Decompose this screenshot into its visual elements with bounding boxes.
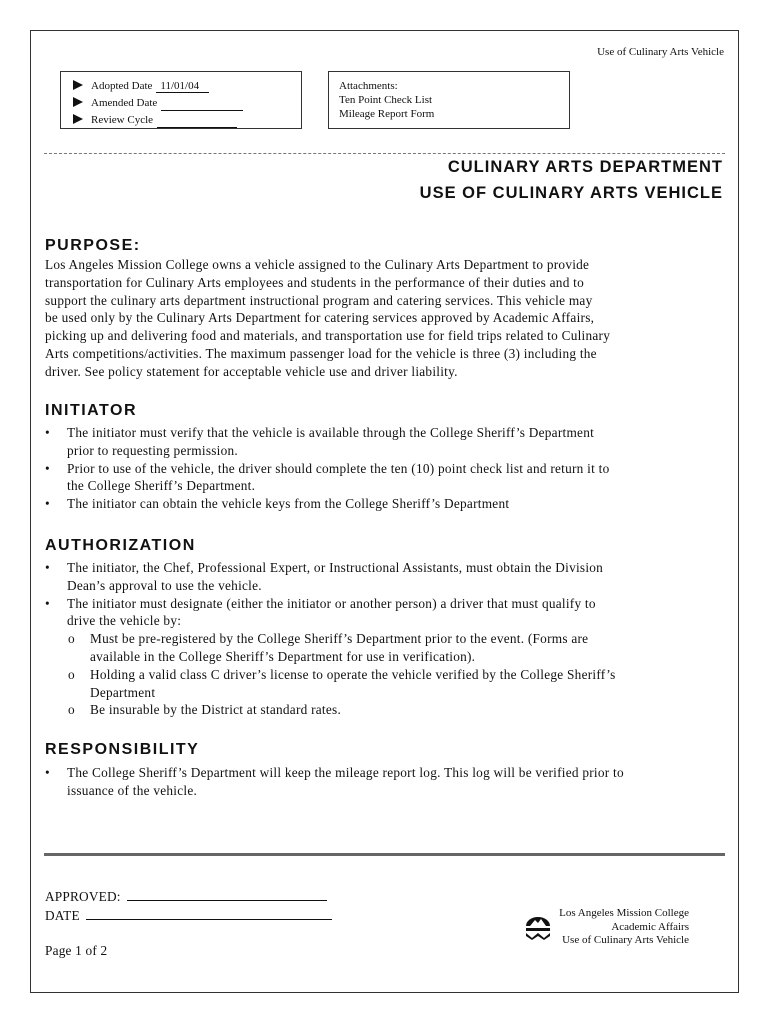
purpose-heading: PURPOSE:: [45, 237, 141, 254]
approved-blank: [127, 888, 327, 901]
adopted-date-row: Adopted Date 11/01/04: [73, 78, 209, 94]
list-item: • The College Sheriff’s Department will keep the mileage report log. This log will be verified prior to issuance of the vehicle.: [45, 765, 624, 798]
arrow-right-icon: [73, 80, 83, 90]
review-cycle-row: Review Cycle: [73, 112, 237, 128]
bullet-icon: •: [45, 765, 50, 780]
college-address-block: Los Angeles Mission College Academic Affairs Use of Culinary Arts Vehicle: [559, 907, 689, 946]
adopted-date-value: 11/01/04: [156, 80, 209, 93]
review-cycle-blank: [157, 114, 237, 128]
bullet-icon: •: [45, 460, 50, 476]
attachments-box: [328, 71, 570, 129]
sub-list-item: o Must be pre-registered by the College Sheriff’s Department prior to the event. (Forms are available in the College Sheriff’s Department for use in verification).: [68, 631, 589, 664]
sub-list-item: o Holding a valid class C driver’s license to operate the vehicle verified by the College Sheriff’s Department: [68, 666, 616, 700]
footer-rule: [44, 853, 725, 856]
attachments-label: Attachments:: [339, 80, 398, 92]
attachment-item: Ten Point Check List: [339, 94, 433, 106]
college-logo-icon: [524, 914, 552, 940]
document-title: USE OF CULINARY ARTS VEHICLE: [419, 184, 723, 202]
bullet-icon: •: [45, 595, 50, 611]
authorization-heading: AUTHORIZATION: [45, 537, 196, 554]
document-page: [30, 30, 739, 993]
list-item: • Prior to use of the vehicle, the driver should complete the ten (10) point check list and return it to the College Sheriff’s Department.: [45, 460, 610, 494]
responsibility-heading: RESPONSIBILITY: [45, 741, 200, 758]
amended-date-row: Amended Date: [73, 95, 243, 111]
list-item: • The initiator, the Chef, Professional Expert, or Instructional Assistants, must obtain the Division Dean’s approval to use the vehicle.: [45, 560, 604, 593]
initiator-heading: INITIATOR: [45, 402, 138, 419]
bullet-icon: •: [45, 425, 50, 440]
arrow-right-icon: [73, 97, 83, 107]
amended-date-blank: [161, 97, 243, 111]
dashed-divider: [44, 153, 725, 154]
bullet-icon: •: [45, 496, 50, 512]
policy-dates-box: [60, 71, 302, 129]
running-header: Use of Culinary Arts Vehicle: [597, 46, 724, 58]
page-number: Page 1 of 2: [45, 943, 108, 958]
circle-bullet-icon: o: [68, 666, 75, 682]
attachment-item: Mileage Report Form: [339, 108, 435, 120]
arrow-right-icon: [73, 114, 83, 124]
bullet-icon: •: [45, 560, 50, 575]
department-title: CULINARY ARTS DEPARTMENT: [447, 158, 723, 176]
circle-bullet-icon: o: [68, 702, 75, 718]
purpose-paragraph: Los Angeles Mission College owns a vehicle assigned to the Culinary Arts Department to provide transportation for Culinary Arts employees and students in the performance of their duties and to support the culinary arts department instructional program and catering services. This vehicle may be used only by the Culinary Arts Department for catering services approved by Academic Affairs, picking up and delivering food and materials, and transportation use for field trips related to Culinary Arts competitions/activities. The maximum passenger load for the vehicle is three (3) including the driver. See policy statement for acceptable vehicle use and driver liability.: [45, 257, 611, 379]
approved-line: APPROVED:: [45, 888, 327, 905]
list-item: • The initiator must verify that the vehicle is available through the College Sheriff’s Department prior to requesting permission.: [45, 425, 595, 458]
sub-list-item: o Be insurable by the District at standard rates.: [68, 702, 342, 718]
date-line: DATE: [45, 907, 332, 924]
initiator-list: [45, 424, 725, 513]
list-item: • The initiator must designate (either the initiator or another person) a driver that must qualify to drive the vehicle by:: [45, 595, 596, 629]
authorization-list: [45, 559, 725, 719]
date-blank: [86, 907, 332, 920]
list-item: • The initiator can obtain the vehicle keys from the College Sheriff’s Department: [45, 496, 510, 512]
responsibility-list: [45, 764, 725, 800]
circle-bullet-icon: o: [68, 631, 75, 647]
